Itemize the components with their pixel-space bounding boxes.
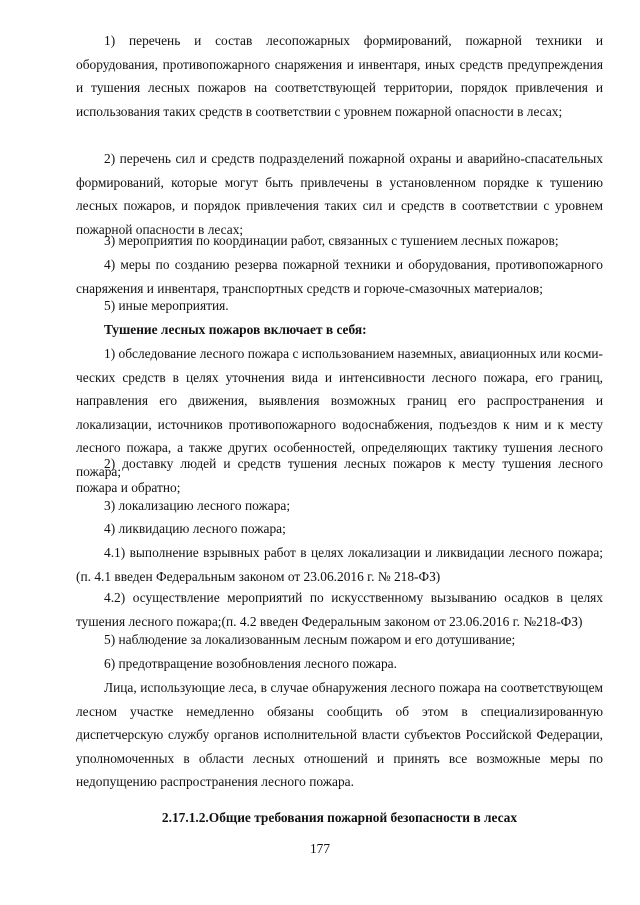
paragraph-extinguishing-heading: Тушение лесных пожаров включает в себя: (104, 322, 367, 337)
page-number: 177 (309, 841, 331, 856)
paragraph-liquidation: 4) ликвидацию лесного пожара; (104, 521, 286, 536)
paragraph-other-measures: 5) иные мероприятия. (104, 298, 229, 313)
paragraph-monitoring: 5) наблюдение за локализованным лесным пожаром и его дотушивание; (104, 632, 516, 647)
paragraph-reserve-measures: 4) меры по созданию резерва пожарной техники и оборудования, противопожарного снаряжения и инвентаря, транспортных средств и горюче-смазочных материалов; (76, 257, 603, 296)
paragraph-fire-survey: 1) обследование лесного пожара с использованием наземных, авиационных или космических средств в целях уточнения вида и интенсивности лесного пожара, его границ, направления его движения, выявления возможных границ его распространения и локализации, источников противопожарного водоснабжения, подъездов к ним и к месту лесного пожара, а также других особенностей, определяющих тактику тушения лесного пожара; (76, 346, 603, 479)
paragraph-prevention: 6) предотвращение возобновления лесного пожара. (104, 656, 397, 671)
paragraph-fire-formations-list: 1) перечень и состав лесопожарных формирований, пожарной техники и оборудования, противопожарного снаряжения и инвентаря, иных средств предупреждения и тушения лесных пожаров на соответствующей территории, порядок привлечения и использования таких средств в соответствии с уровнем пожарной опасности в лесах; (76, 33, 603, 119)
paragraph-artificial-precipitation: 4.2) осуществление мероприятий по искусственному вызыванию осадков в целях тушения лесного пожара;(п. 4.2 введен Федеральным законом от 23.06.2016 г. №218-ФЗ) (76, 590, 603, 629)
paragraph-delivery: 2) доставку людей и средств тушения лесных пожаров к месту тушения лесного пожара и обратно; (76, 456, 603, 495)
paragraph-localization: 3) локализацию лесного пожара; (104, 498, 291, 513)
paragraph-forest-users-duty: Лица, использующие леса, в случае обнаружения лесного пожара на соответствующем лесном участке немедленно обязаны сообщить об этом в специализированную диспетчерскую службу органов исполнительной власти субъектов Российской Федерации, уполномоченных в области лесных отношений и принять все возможные меры по недопущению распространения лесного пожара. (76, 680, 603, 790)
paragraph-coordination-measures: 3) мероприятия по координации работ, связанных с тушением лесных пожаров; (104, 233, 559, 248)
paragraph-blasting-works: 4.1) выполнение взрывных работ в целях локализации и ликвидации лесного пожара;(п. 4.1 введен Федеральным законом от 23.06.2016 г. № 218-ФЗ) (76, 545, 603, 584)
section-heading: 2.17.1.2.Общие требования пожарной безопасности в лесах (161, 810, 518, 825)
paragraph-fire-protection-forces: 2) перечень сил и средств подразделений пожарной охраны и аварийно-спасательных формирований, которые могут быть привлечены в установленном порядке к тушению лесных пожаров, и порядок привлечения таких сил и средств в соответствии с уровнем пожарной опасности в лесах; (76, 151, 603, 237)
